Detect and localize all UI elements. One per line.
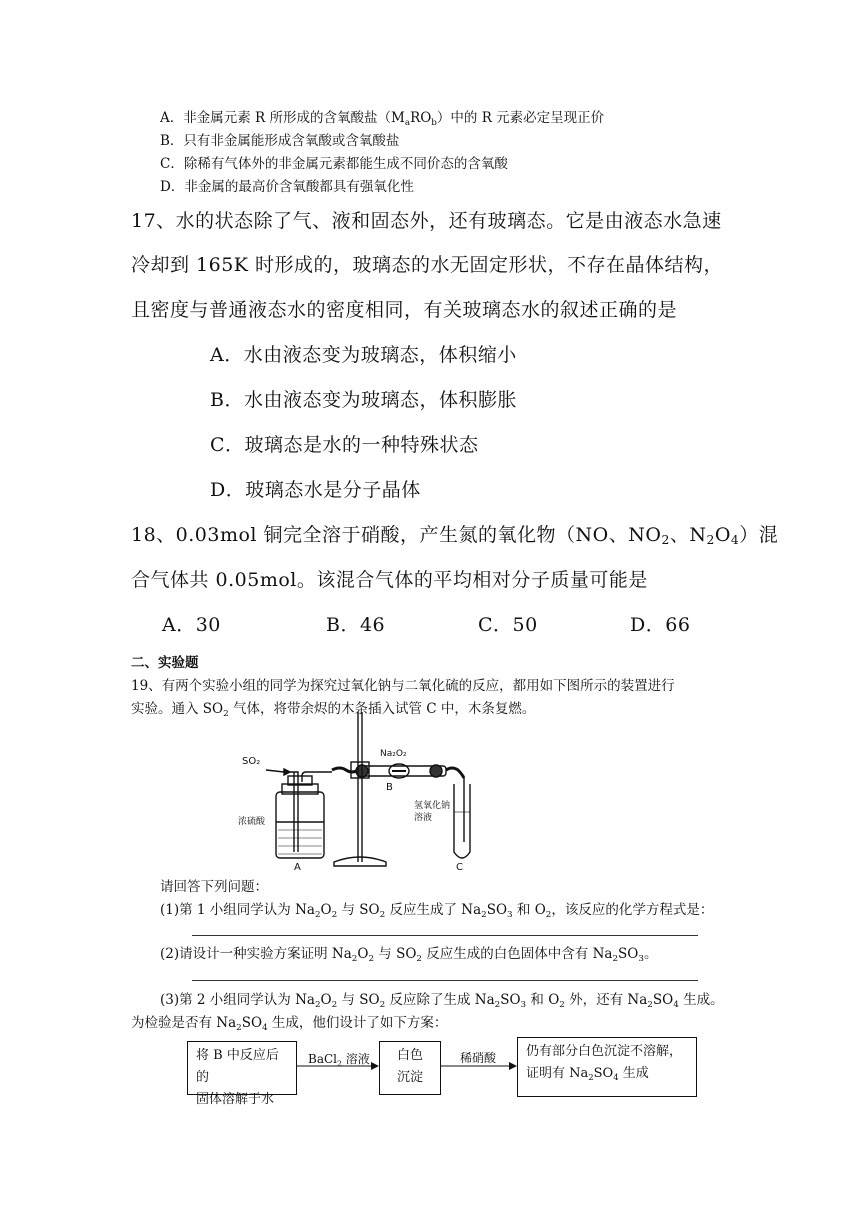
question-3-continued: 为检验是否有 $Na_2SO_4$ 生成，他们设计了如下方案： [131,1015,448,1033]
apparatus-diagram [236,712,476,872]
flow-box-3-line-1: 仍有部分白色沉淀不溶解， [526,1044,683,1059]
conc-sulfuric-acid-label: 浓硫酸 [238,817,266,827]
flow-box-1-line-1: 将 B 中反应后的 [196,1048,279,1085]
q17-line-2: 冷却到 165K 时形成的，玻璃态的水无固定形状，不存在晶体结构， [131,254,724,276]
so2-label: SO₂ [242,756,261,767]
q17-line-3: 且密度与普通液态水的密度相同，有关玻璃态水的叙述正确的是 [131,299,678,321]
q18-option-d: D．66 [630,614,691,636]
label-b: B [386,782,393,793]
flow-arrow-2 [441,1060,517,1072]
flow-arrow-1-label: BaCl$_2$ 溶液 [308,1052,370,1068]
section-title: 二、实验题 [131,655,199,671]
na2o2-label: Na₂O₂ [380,749,407,759]
flow-box-3 [517,1037,697,1097]
q17-option-b: B．水由液态变为玻璃态，体积膨胀 [210,389,517,411]
q18-option-b: B．46 [326,614,386,636]
answer-line-2[interactable] [192,980,698,981]
flow-arrow-1 [297,1060,379,1072]
flow-box-2 [379,1041,441,1095]
answer-line-1[interactable] [192,935,698,936]
q18-line-1: 18、0.03mol 铜完全溶于硝酸，产生氮的氧化物（NO、$NO_2$、$N_2O_4$）混 [131,524,779,547]
q17-option-c: C．玻璃态是水的一种特殊状态 [210,434,479,456]
flow-box-1-line-2: 固体溶解于水 [196,1092,275,1107]
label-c: C [456,862,463,872]
question-2: (2)请设计一种实验方案证明 $Na_2O_2$ 与 $SO_2$ 反应生成的白色固体中含有 $Na_2SO_3$。 [160,946,658,964]
questions-prompt: 请回答下列问题： [160,879,268,895]
q17-option-d: D．玻璃态水是分子晶体 [210,479,421,501]
question-1: (1)第 1 小组同学认为 $Na_2O_2$ 与 $SO_2$ 反应生成了 $Na_2SO_3$ 和 $O_2$，该反应的化学方程式是： [160,902,714,920]
q17-line-1: 17、水的状态除了气、液和固态外，还有玻璃态。它是由液态水急速 [131,210,722,232]
question-3: (3)第 2 小组同学认为 $Na_2O_2$ 与 $SO_2$ 反应除了生成 $Na_2SO_3$ 和 $O_2$ 外，还有 $Na_2SO_4$ 生成。 [160,992,724,1010]
naoh-label-1: 氢氧化钠 [414,801,451,811]
flow-box-3-line-2: 证明有 $Na_2SO_4$ 生成 [526,1066,649,1082]
flow-box-1 [187,1041,297,1107]
q18-option-a: A．30 [162,614,221,636]
q16-option-a: A．非金属元素 R 所形成的含氧酸盐$(M_aRO_b)$中的 R 元素必定呈现正价 [160,110,605,128]
label-a: A [294,862,301,872]
q17-option-a: A．水由液态变为玻璃态，体积缩小 [210,344,517,366]
q19-line-2: 实验。通入 $SO_2$ 气体，将带余烬的木条插入试管 C 中，木条复燃。 [131,701,536,719]
flow-box-2-line-1: 白色 [396,1048,423,1063]
q16-option-d: D．非金属的最高价含氧酸都具有强氧化性 [160,179,414,195]
q18-line-2: 合气体共 0.05mol。该混合气体的平均相对分子质量可能是 [131,569,648,591]
flow-arrow-2-label: 稀硝酸 [460,1051,497,1065]
q18-option-c: C．50 [478,614,538,636]
flow-box-2-line-2: 沉淀 [396,1070,423,1085]
q16-option-c: C．除稀有气体外的非金属元素都能生成不同价态的含氧酸 [160,156,508,172]
q16-option-b: B．只有非金属能形成含氧酸或含氧酸盐 [160,133,400,149]
q19-line-1: 19、有两个实验小组的同学为探究过氧化钠与二氧化硫的反应，都用如下图所示的装置进行 [131,678,675,694]
naoh-label-2: 溶液 [414,813,433,823]
